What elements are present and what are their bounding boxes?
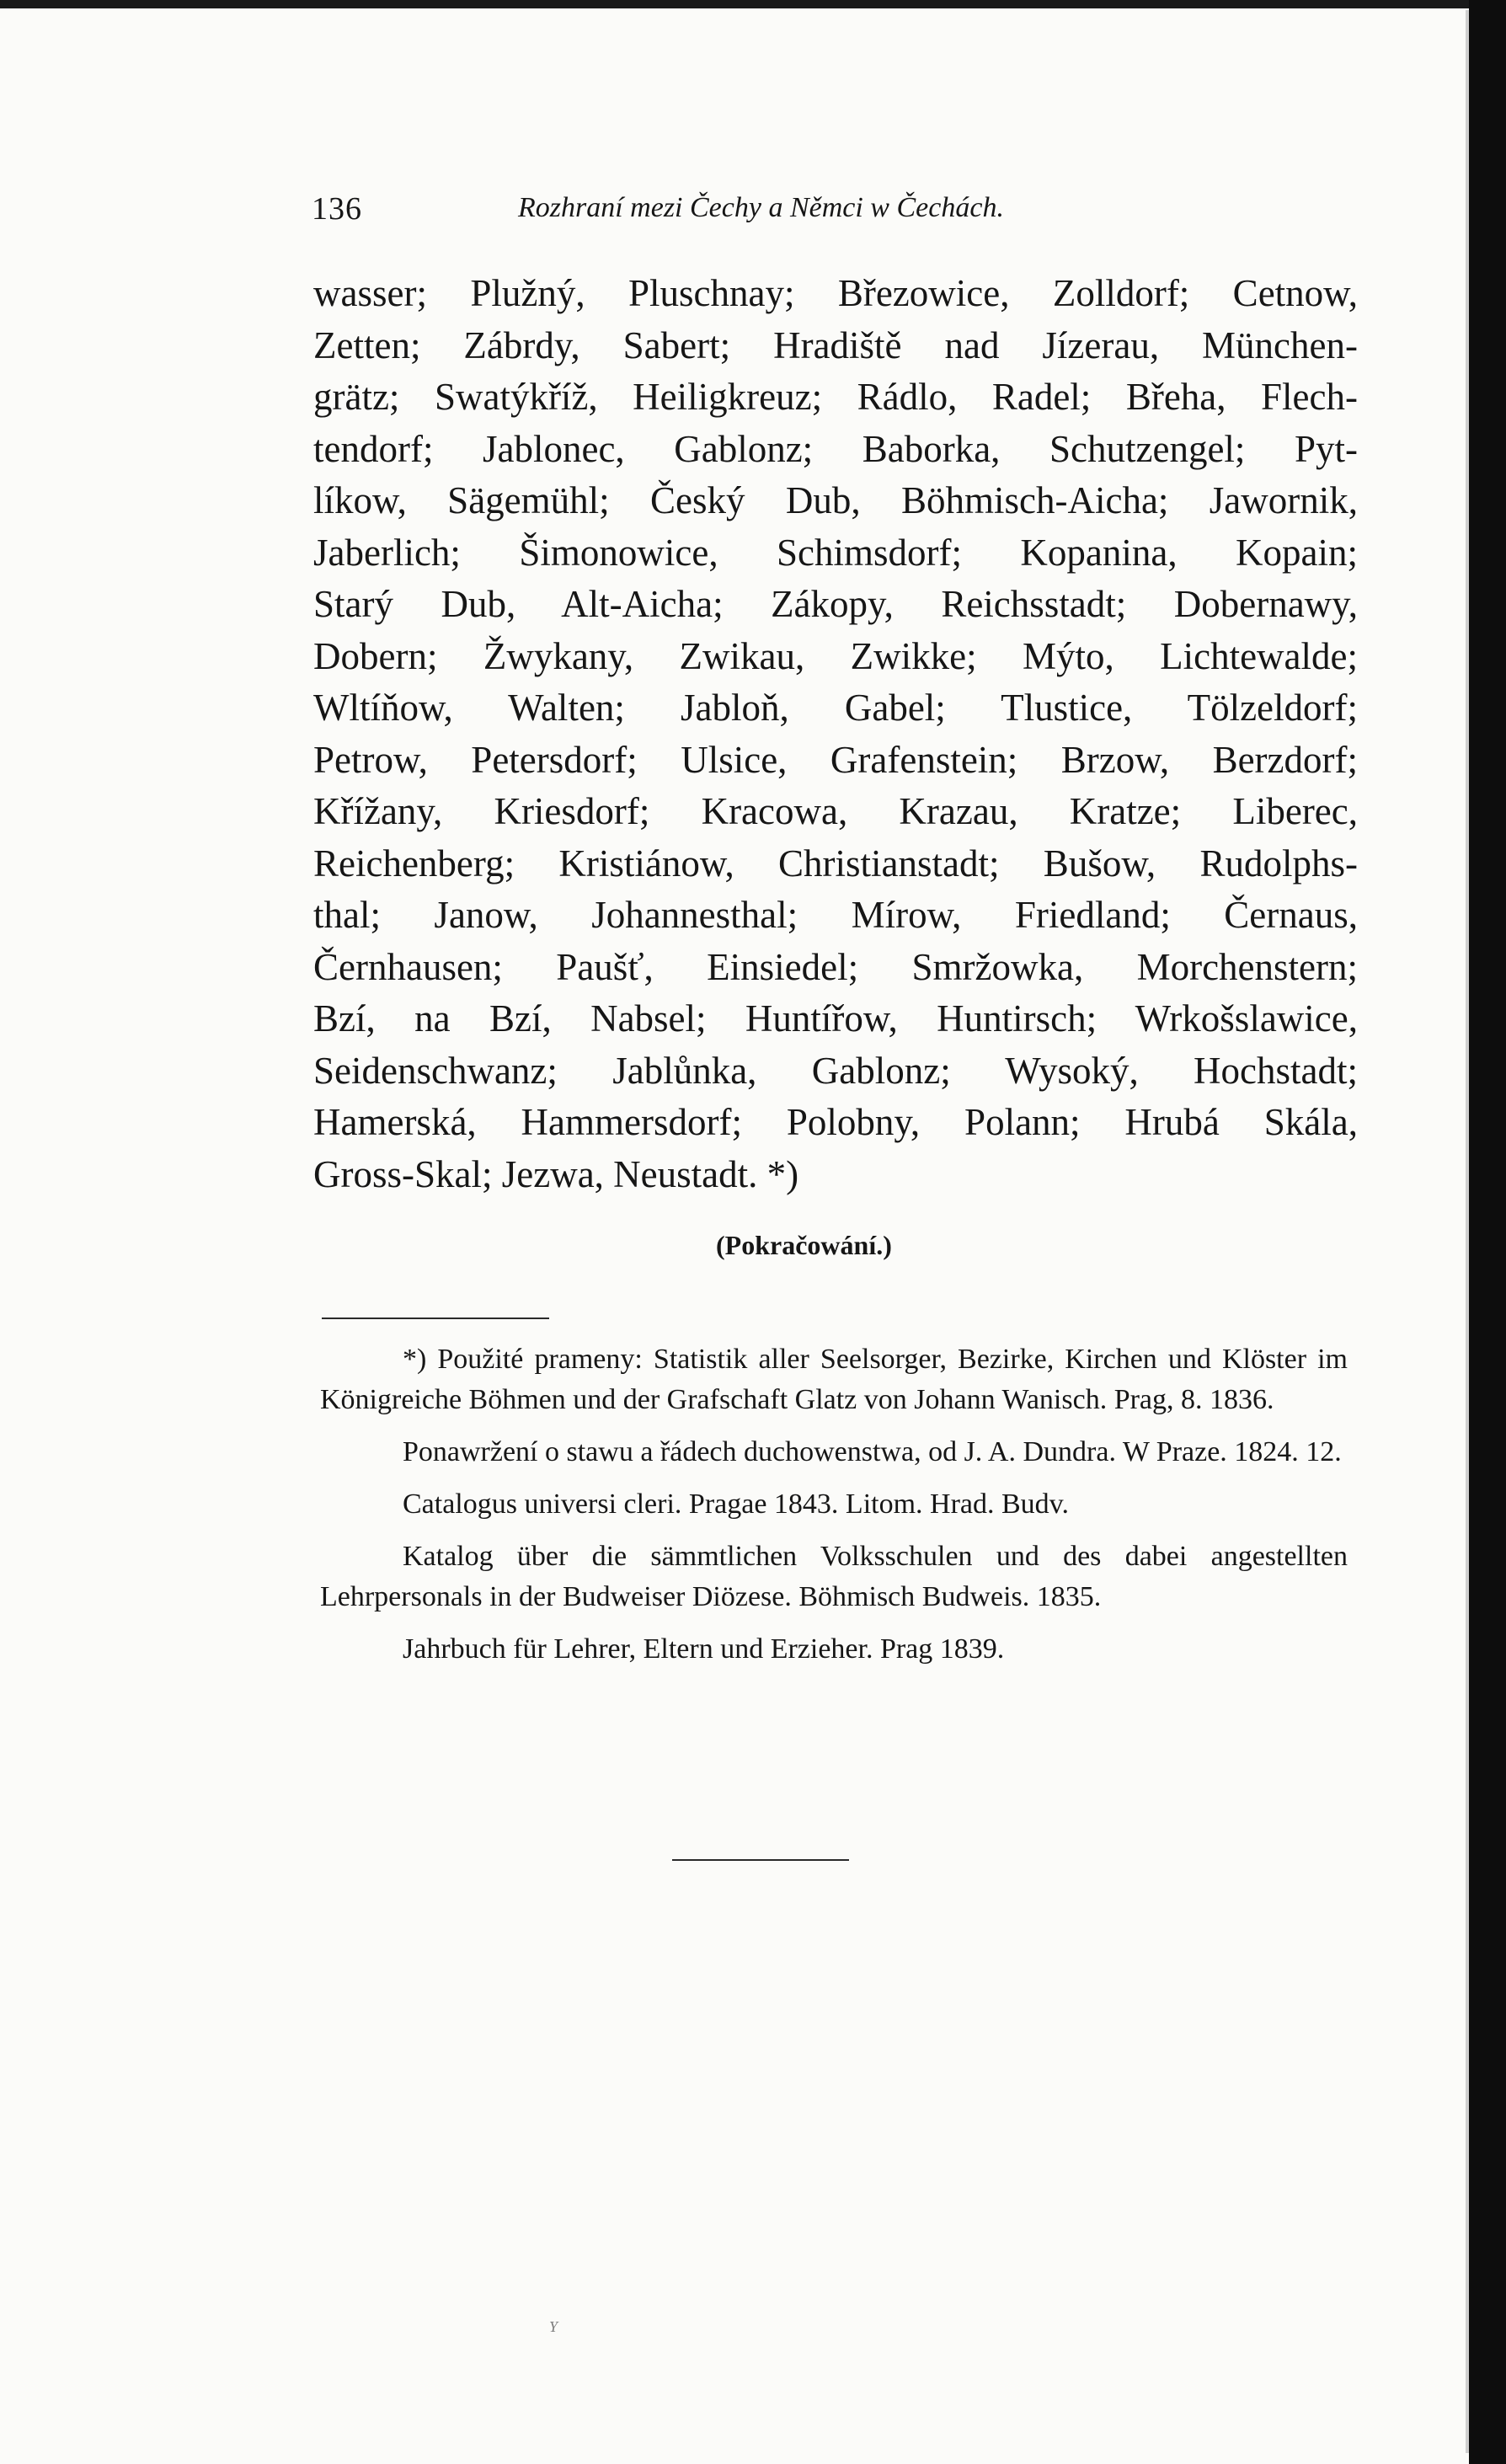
- end-rule: [672, 1859, 849, 1861]
- footnote-entry: *) Použité prameny: Statistik aller Seelsorger, Bezirke, Kirchen und Klöster im Königreiche Böhmen und der Grafschaft Glatz von Johann Wanisch. Prag, 8. 1836.: [320, 1344, 1348, 1415]
- body-line: Zetten; Zábrdy, Sabert; Hradiště nad Jízerau, München-: [313, 323, 1358, 366]
- body-line: Jaberlich; Šimonowice, Schimsdorf; Kopanina, Kopain;: [313, 531, 1358, 574]
- body-line: Dobern; Žwykany, Zwikau, Zwikke; Mýto, Lichtewalde;: [313, 634, 1358, 677]
- footnotes: [320, 1339, 1348, 1681]
- body-line: Petrow, Petersdorf; Ulsice, Grafenstein; Brzow, Berzdorf;: [313, 738, 1358, 781]
- body-line: grätz; Swatýkříž, Heiligkreuz; Rádlo, Radel; Břeha, Flech-: [313, 376, 1358, 418]
- page-header: [312, 190, 1407, 241]
- page-number: 136: [312, 191, 362, 227]
- continued-note: (Pokračowání.): [716, 1230, 892, 1260]
- body-line: wasser; Plužný, Pluschnay; Březowice, Zolldorf; Cetnow,: [313, 272, 1358, 314]
- body-line: Křížany, Kriesdorf; Kracowa, Krazau, Kratze; Liberec,: [313, 790, 1358, 832]
- body-line: Hamerská, Hammersdorf; Polobny, Polann; Hrubá Skála,: [313, 1101, 1358, 1143]
- scan-edge-top: [0, 0, 1506, 8]
- body-line: Bzí, na Bzí, Nabsel; Huntířow, Huntirsch; Wrkošslawice,: [313, 997, 1358, 1040]
- body-line: líkow, Sägemühl; Český Dub, Böhmisch-Aicha; Jawornik,: [313, 479, 1358, 521]
- body-line: Černhausen; Paušť, Einsiedel; Smržowka, Morchenstern;: [313, 945, 1358, 988]
- footnote-rule: [322, 1318, 549, 1319]
- page-mark: Y: [549, 2318, 558, 2335]
- body-line: tendorf; Jablonec, Gablonz; Baborka, Schutzengel; Pyt-: [313, 427, 1358, 470]
- scan-edge-right: [1469, 0, 1506, 2464]
- body-line: Seidenschwanz; Jablůnka, Gablonz; Wysoký, Hochstadt;: [313, 1049, 1358, 1092]
- running-head: Rozhraní mezi Čechy a Němci w Čechách.: [518, 192, 1004, 223]
- footnote-entry: Jahrbuch für Lehrer, Eltern und Erzieher. Prag 1839.: [403, 1633, 1005, 1665]
- body-text: [313, 268, 1358, 1200]
- body-line: Gross-Skal; Jezwa, Neustadt. *): [313, 1152, 799, 1195]
- body-line: Wltíňow, Walten; Jabloň, Gabel; Tlustice, Tölzeldorf;: [313, 687, 1358, 729]
- body-line: thal; Janow, Johannesthal; Mírow, Friedland; Černaus,: [313, 894, 1358, 936]
- body-line: Starý Dub, Alt-Aicha; Zákopy, Reichsstadt; Dobernawy,: [313, 583, 1358, 625]
- footnote-entry: Katalog über die sämmtlichen Volksschulen und des dabei angestellten Lehrpersonals in der Budweiser Diözese. Böhmisch Budweis. 1835.: [320, 1541, 1348, 1612]
- footnote-entry: Ponawržení o stawu a řádech duchowenstwa, od J. A. Dundra. W Praze. 1824. 12.: [403, 1436, 1342, 1467]
- footnote-entry: Catalogus universi cleri. Pragae 1843. Litom. Hrad. Budv.: [403, 1489, 1069, 1520]
- body-line: Reichenberg; Kristiánow, Christianstadt; Bušow, Rudolphs-: [313, 842, 1358, 885]
